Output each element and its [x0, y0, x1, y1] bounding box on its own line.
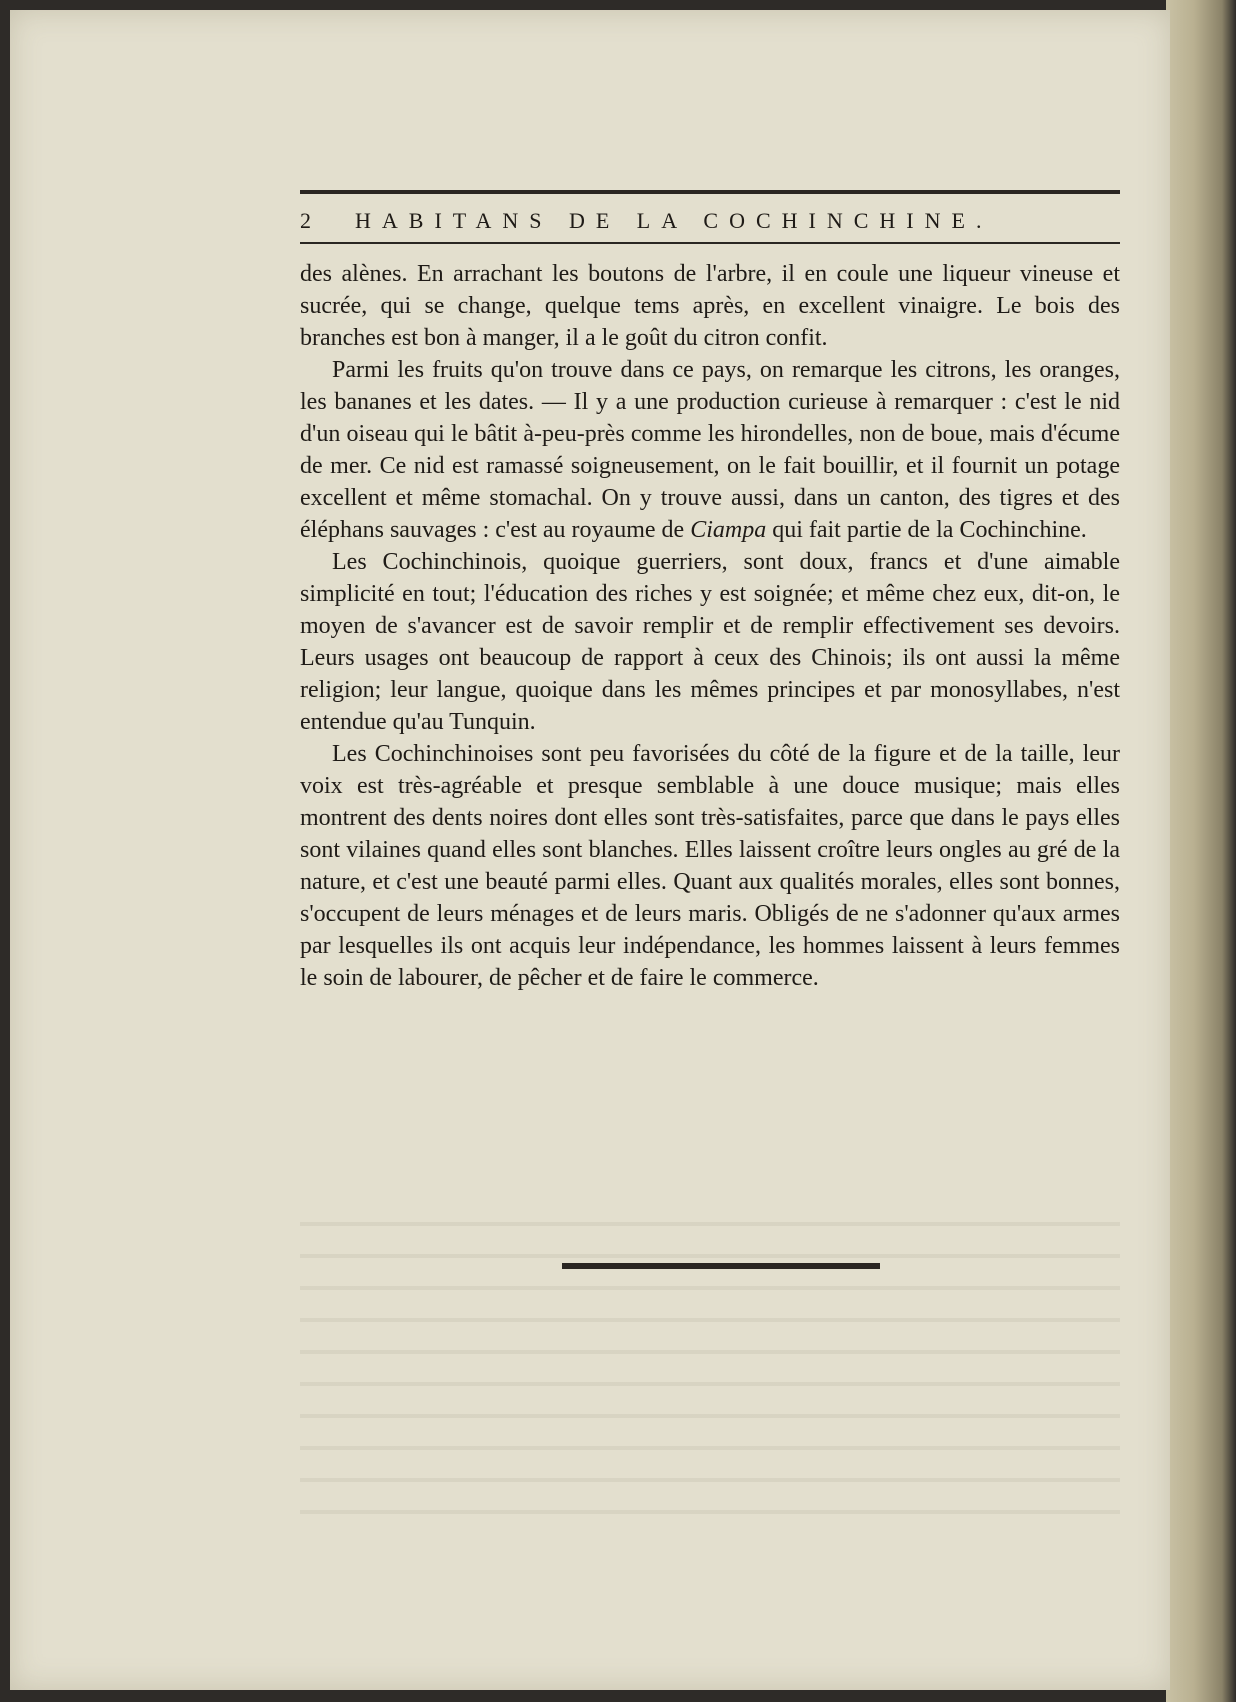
- paragraph-continuation: des alènes. En arrachant les boutons de l'arbre, il en coule une liqueur vineuse et sucrée, qui se change, quelque tems après, en excellent vinaigre. Le bois des branches est bon à manger, il a le goût du citron confit.: [300, 261, 1120, 351]
- paragraph-cochinchinois: Les Cochinchinois, quoique guerriers, sont doux, francs et d'une aimable simplicité en tout; l'éducation des riches y est soignée; et même chez eux, dit-on, le moyen de s'avancer est de savoir remplir et de remplir effectivement ses devoirs. Leurs usages ont beaucoup de rapport à ceux des Chinois; ils ont aussi la même religion; leur langue, quoique dans les mêmes principes et par monosyllabes, n'est entendue qu'au Tunquin.: [300, 549, 1120, 735]
- paragraph-fruits: [300, 354, 1120, 546]
- page-edge: [1166, 0, 1236, 1702]
- running-title: HABITANS DE LA COCHINCHINE.: [355, 208, 993, 233]
- body-text: [300, 258, 1120, 994]
- place-name-ciampa: Ciampa: [690, 517, 767, 543]
- paragraph-fruits-end: qui fait partie de la Cochinchine.: [766, 517, 1087, 543]
- paragraph-fruits-text: Parmi les fruits qu'on trouve dans ce pays, on remarque les citrons, les oranges, les bananes et les dates. — Il y a une production curieuse à remarquer : c'est le nid d'un oiseau qui le bâtit à-peu-près comme les hirondelles, non de boue, mais d'écume de mer. Ce nid est ramassé soigneusement, on le fait bouillir, et il fournit un potage excellent et même stomachal. On y trouve aussi, dans un canton, des tigres et des éléphans sauvages : c'est au royaume de: [300, 357, 1120, 543]
- header-line: [300, 208, 1120, 234]
- end-ornament-rule: [562, 1263, 880, 1269]
- paragraph-cochinchinoises: Les Cochinchinoises sont peu favorisées du côté de la figure et de la taille, leur voix est très-agréable et presque semblable à une douce musique; mais elles montrent des dents noires dont elles sont très-satisfaites, parce que dans le pays elles sont vilaines quand elles sont blanches. Elles laissent croître leurs ongles au gré de la nature, et c'est une beauté parmi elles. Quant aux qualités morales, elles sont bonnes, s'occupent de leurs ménages et de leurs maris. Obligés de ne s'adonner qu'aux armes par lesquelles ils ont acquis leur indépendance, les hommes laissent à leurs femmes le soin de labourer, de pêcher et de faire le commerce.: [300, 741, 1120, 991]
- header-bottom-rule: [300, 242, 1120, 244]
- show-through-text: [300, 1200, 1120, 1520]
- page-header: [300, 190, 1120, 244]
- header-top-rule: [300, 190, 1120, 194]
- page-number: 2: [300, 208, 311, 233]
